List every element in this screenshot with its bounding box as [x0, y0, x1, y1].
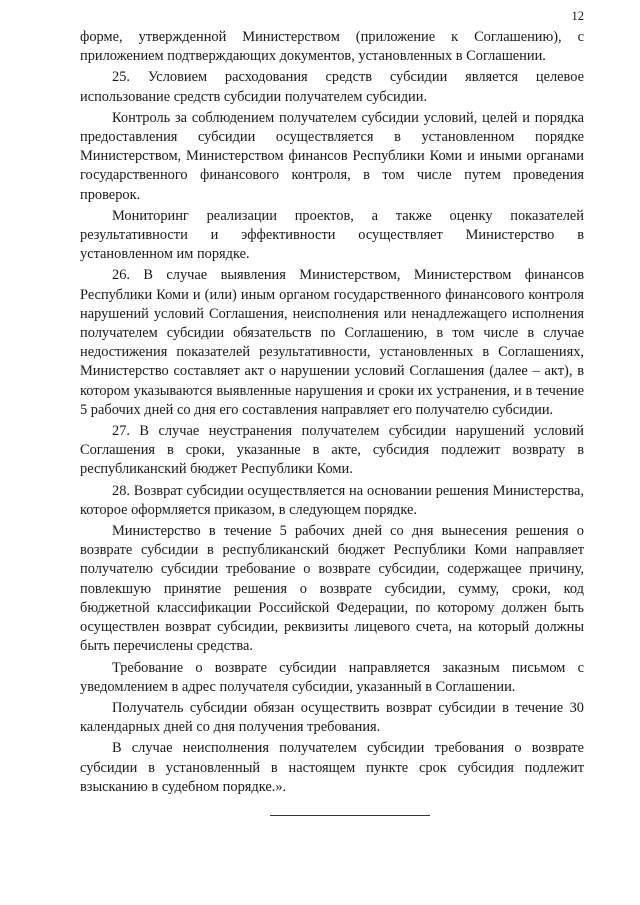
paragraph-registered-letter: Требование о возврате субсидии направляется заказным письмом с уведомлением в адрес получателя субсидии, указанный в Соглашении. [80, 659, 584, 695]
paragraph-court-recovery: В случае неисполнения получателем субсидии требования о возврате субсидии в установленный в настоящем пункте срок субсидия подлежит взысканию в судебном порядке.». [80, 740, 584, 795]
paragraph-27: 27. В случае неустранения получателем субсидии нарушений условий Соглашения в сроки, указанные в акте, субсидия подлежит возврату в республиканский бюджет Республики Коми. [80, 423, 584, 478]
paragraph-25: 25. Условием расходования средств субсидии является целевое использование средств субсидии получателем субсидии. [80, 69, 584, 105]
closing-divider [270, 815, 430, 816]
paragraph-monitoring: Мониторинг реализации проектов, а также оценку показателей результативности и эффективности осуществляет Министерство в установленном им порядке. [80, 207, 584, 263]
page-number: 12 [571, 9, 584, 23]
paragraph-return-notice: Министерство в течение 5 рабочих дней со дня вынесения решения о возврате субсидии в республиканский бюджет Республики Коми направляет получателю субсидии требование о возврате субсидии, содержащее причину, повлекшую принятие решения о возврате субсидии, сумму, сроки, код бюджетной классификации Российской Федерации, по которому должен быть осуществлен возврат субсидии, реквизиты лицевого счета, на который должны быть перечислены средства. [80, 523, 584, 655]
paragraph-continuation: форме, утвержденной Министерством (приложение к Соглашению), с приложением подтверждающих документов, установленных в Соглашении. [80, 29, 584, 65]
paragraph-return-deadline: Получатель субсидии обязан осуществить возврат субсидии в течение 30 календарных дней со дня получения требования. [80, 699, 584, 736]
paragraph-control: Контроль за соблюдением получателем субсидии условий, целей и порядка предоставления субсидии осуществляется в установленном порядке Министерством, Министерством финансов Республики Коми и иными органами государственного финансового контроля, в том числе путем проведения проверок. [80, 109, 584, 203]
paragraph-26: 26. В случае выявления Министерством, Министерством финансов Республики Коми и (или) иным органом государственного финансового контроля нарушений условий Соглашения, неисполнения или ненадлежащего исполнения получателем субсидии обязательств по Соглашению, в том числе в случае недостижения показателей результативности, установленных в Соглашениях, Министерство составляет акт о нарушении условий Соглашения (далее – акт), в котором указываются выявленные нарушения и сроки их устранения, и в течение 5 рабочих дней со дня его составления направляет его получателю субсидии. [80, 267, 584, 418]
paragraph-28: 28. Возврат субсидии осуществляется на основании решения Министерства, которое оформляется приказом, в следующем порядке. [80, 482, 584, 518]
